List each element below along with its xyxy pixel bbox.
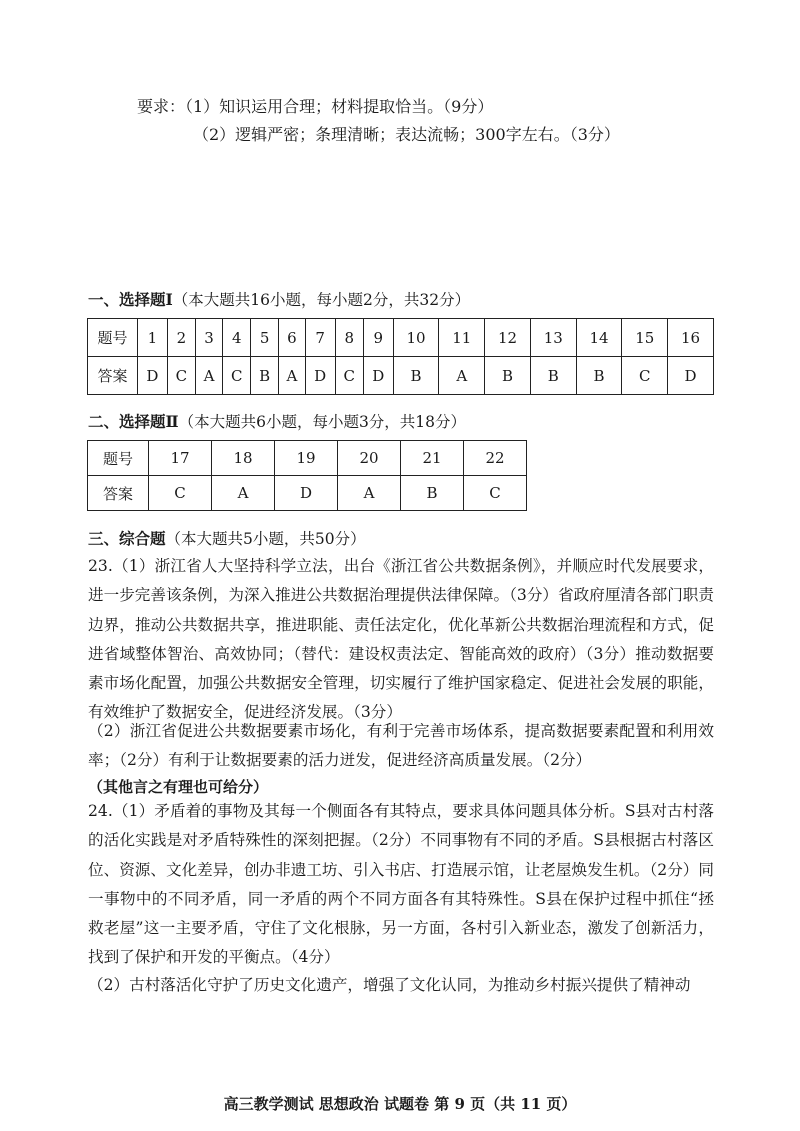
question-number: 7 — [305, 319, 335, 357]
answer-cell: C — [223, 357, 251, 395]
answer-row — [88, 476, 527, 511]
answer-cell: C — [149, 476, 212, 511]
question-number-row — [88, 441, 527, 476]
section2-title: 二、选择题Ⅱ — [88, 412, 179, 431]
answer-cell: D — [305, 357, 335, 395]
answer-cell: A — [439, 357, 485, 395]
answer-cell: B — [251, 357, 278, 395]
q23-part1-answer: 23.（1）浙江省人大坚持科学立法，出台《浙江省公共数据条例》，并顺应时代发展要求，进一步完善该条例，为深入推进公共数据治理提供法律保障。（3分）省政府厘清各部门职责边界，推动公共数据共享，推进职能、责任法定化，优化革新公共数据治理流程和方式，促进省域整体智治、高效协同；（替代：建设权责法定、智能高效的政府）（3分）推动数据要素市场化配置，加强公共数据安全管理，切实履行了维护国家稳定、促进社会发展的职能，有效维护了数据安全，促进经济发展。（3分） — [88, 557, 714, 722]
answer-cell: B — [393, 357, 439, 395]
answer-cell: B — [576, 357, 622, 395]
answer-cell: B — [530, 357, 576, 395]
question-number: 13 — [530, 319, 576, 357]
answer-cell: C — [464, 476, 527, 511]
question-number: 5 — [251, 319, 278, 357]
q24-part2-answer: （2）古村落活化守护了历史文化遗产，增强了文化认同，为推动乡村振兴提供了精神动 — [88, 976, 691, 994]
question-number: 18 — [212, 441, 275, 476]
question-number: 20 — [338, 441, 401, 476]
answer-cell: D — [275, 476, 338, 511]
section1-note: （本大题共16小题，每小题2分，共32分） — [172, 291, 471, 309]
row-label: 答案 — [88, 476, 149, 511]
question-number: 6 — [278, 319, 305, 357]
question-number: 8 — [335, 319, 363, 357]
answer-row — [88, 357, 714, 395]
answer-cell: B — [401, 476, 464, 511]
question-number: 12 — [485, 319, 531, 357]
question-number: 14 — [576, 319, 622, 357]
question-number: 21 — [401, 441, 464, 476]
requirement-line-1: 要求：（1）知识运用合理；材料提取恰当。（9分） — [137, 97, 494, 116]
section1-title: 一、选择题Ⅰ — [88, 290, 173, 309]
answer-cell: A — [212, 476, 275, 511]
question-number: 15 — [622, 319, 668, 357]
page-footer: 高三教学测试 思想政治 试题卷 第 9 页（共 11 页） — [223, 1095, 577, 1113]
section3-note: （本大题共5小题，共50分） — [165, 530, 366, 548]
question-number: 11 — [439, 319, 485, 357]
section1-answer-table — [87, 318, 714, 395]
section1-heading — [88, 288, 470, 310]
question-number: 1 — [138, 319, 168, 357]
question-number: 4 — [223, 319, 251, 357]
question-number: 17 — [149, 441, 212, 476]
answer-cell: C — [335, 357, 363, 395]
answer-cell: D — [138, 357, 168, 395]
answer-cell: D — [668, 357, 714, 395]
answer-cell: D — [363, 357, 393, 395]
question-number-row — [88, 319, 714, 357]
answer-cell: A — [196, 357, 223, 395]
question-number: 3 — [196, 319, 223, 357]
question-number: 19 — [275, 441, 338, 476]
question-number: 22 — [464, 441, 527, 476]
answer-cell: B — [485, 357, 531, 395]
row-label: 题号 — [88, 441, 149, 476]
section3-title: 三、综合题 — [88, 529, 166, 548]
q23-part2-answer: （2）浙江省促进公共数据要素市场化，有利于完善市场体系，提高数据要素配置和利用效率；（2分）有利于让数据要素的活力迸发，促进经济高质量发展。（2分） — [88, 722, 714, 770]
q24-part1-answer: 24.（1）矛盾着的事物及其每一个侧面各有其特点，要求具体问题具体分析。S县对古村落的活化实践是对矛盾特殊性的深刻把握。（2分）不同事物有不同的矛盾。S县根据古村落区位、资源、文化差异，创办非遗工坊、引入书店、打造展示馆，让老屋焕发生机。（2分）同一事物中的不同矛盾，同一矛盾的两个不同方面各有其特殊性。S县在保护过程中抓住“拯救老屋”这一主要矛盾，守住了文化根脉，另一方面，各村引入新业态，激发了创新活力，找到了保护和开发的平衡点。（4分） — [88, 802, 714, 967]
question-number: 2 — [167, 319, 195, 357]
answer-cell: C — [622, 357, 668, 395]
question-number: 10 — [393, 319, 439, 357]
answer-cell: A — [278, 357, 305, 395]
question-number: 9 — [363, 319, 393, 357]
section2-note: （本大题共6小题，每小题3分，共18分） — [178, 413, 467, 431]
answer-cell: C — [167, 357, 195, 395]
answer-cell: A — [338, 476, 401, 511]
row-label: 题号 — [88, 319, 138, 357]
question-number: 16 — [668, 319, 714, 357]
section3-heading — [88, 527, 366, 549]
q23-grading-note: （其他言之有理也可给分） — [88, 778, 269, 796]
row-label: 答案 — [88, 357, 138, 395]
requirement-line-2: （2）逻辑严密；条理清晰；表达流畅；300字左右。（3分） — [193, 125, 620, 144]
section2-heading — [88, 410, 466, 432]
section2-answer-table — [87, 440, 527, 511]
